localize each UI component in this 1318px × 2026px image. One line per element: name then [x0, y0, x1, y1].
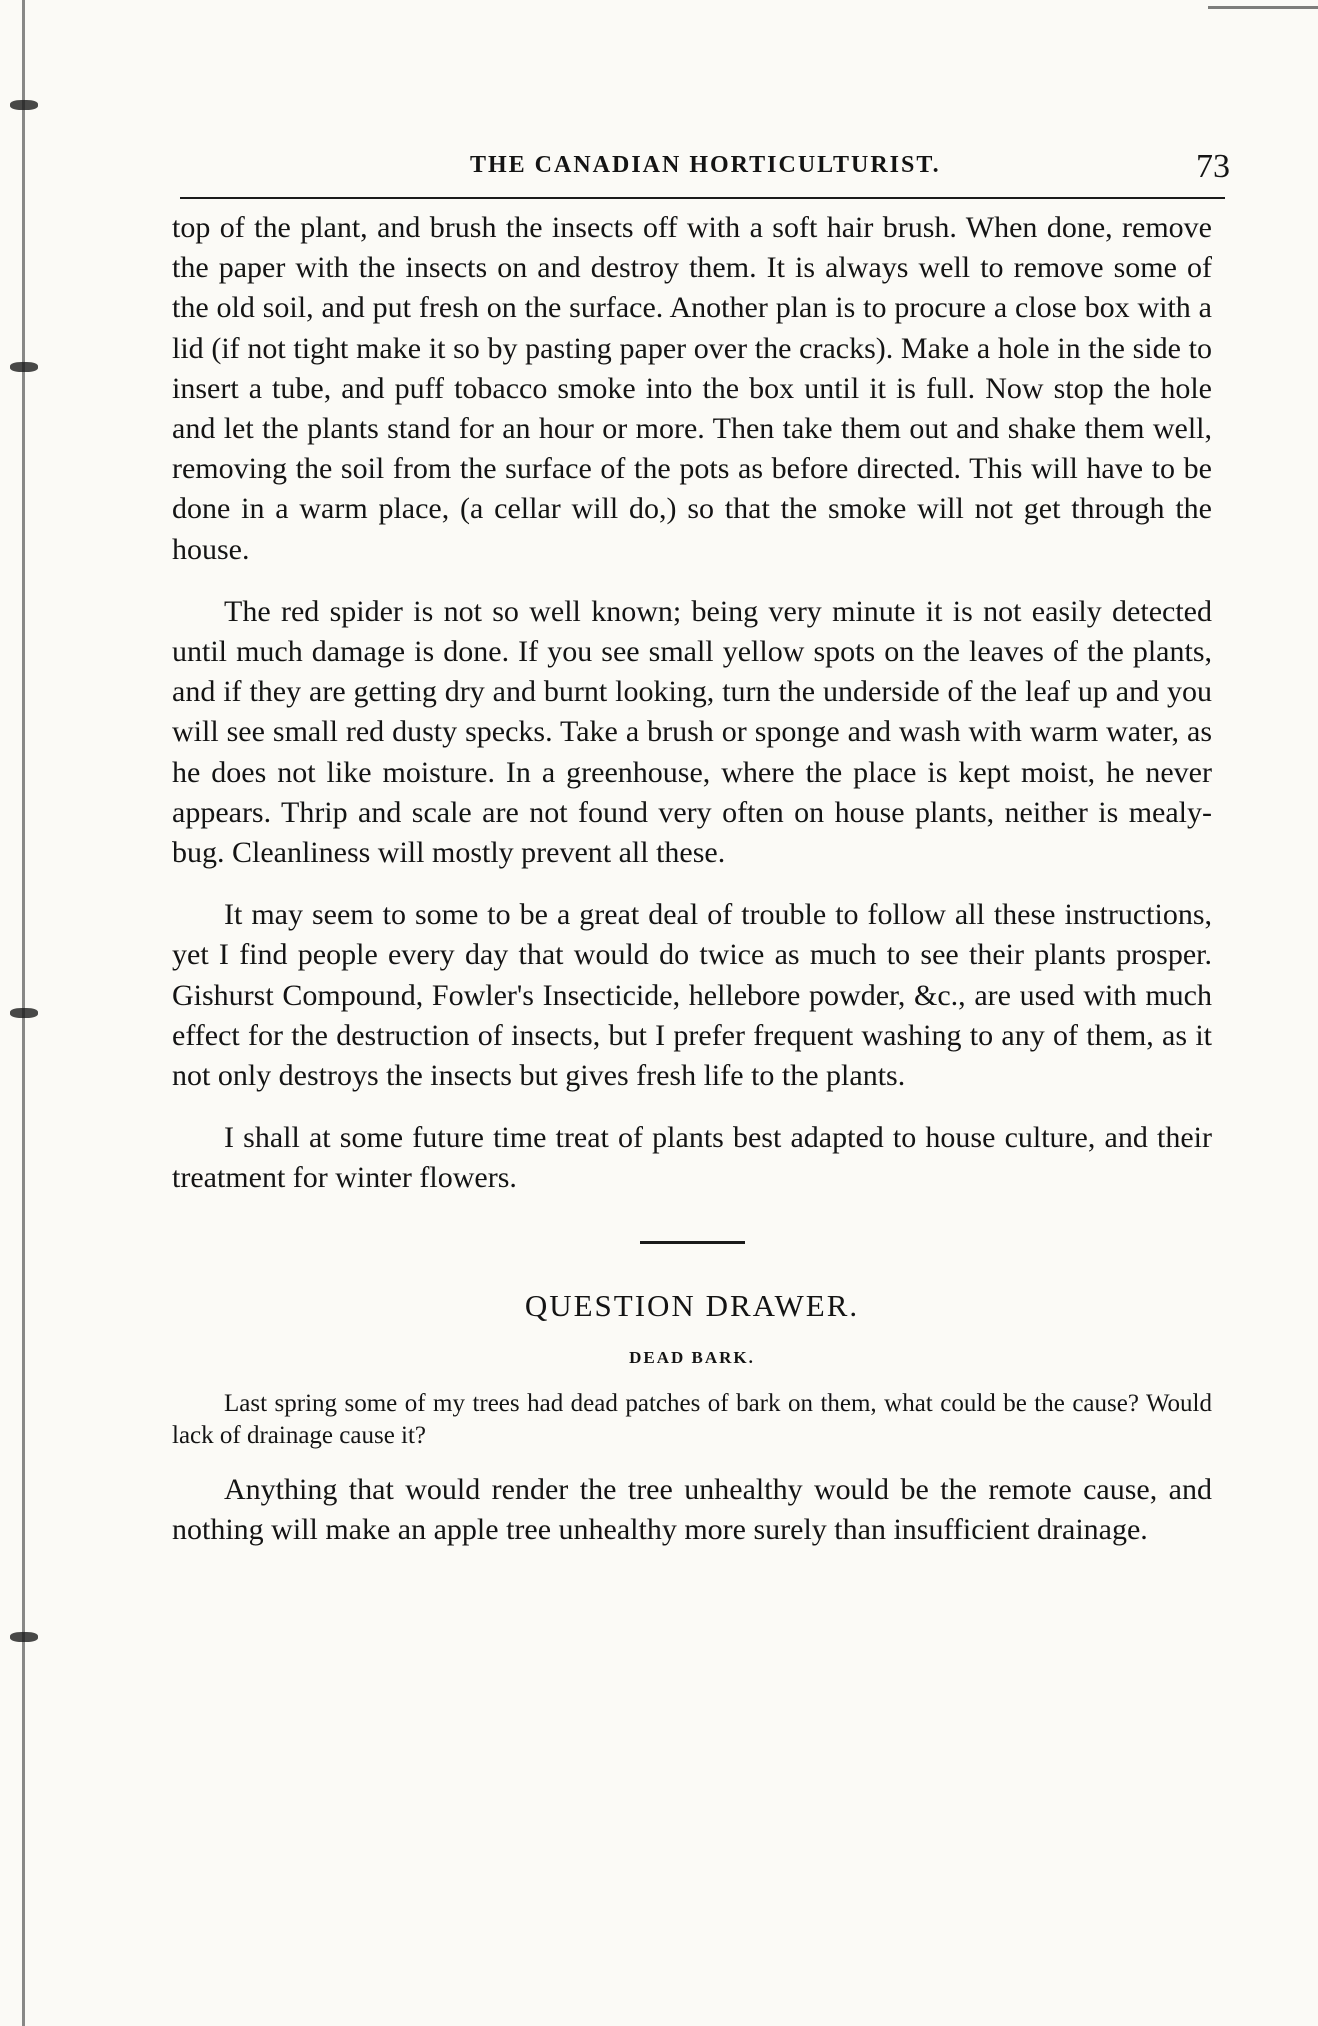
page-header — [180, 148, 1230, 198]
binding-mark — [10, 1632, 38, 1642]
section-divider — [640, 1241, 745, 1244]
section-title: QUESTION DRAWER. — [524, 1287, 860, 1323]
running-head: THE CANADIAN HORTICULTURIST. — [470, 152, 941, 178]
header-rule — [180, 197, 1225, 199]
question-text: Last spring some of my trees had dead patches of bark on them, what could be the cause? Would lack of drainage cause it? — [172, 1389, 1212, 1449]
binding-mark — [10, 1008, 38, 1018]
binding-mark — [10, 100, 38, 110]
paragraph-red-spider: The red spider is not so well known; being very minute it is not easily detected until much damage is done. If you see small yellow spots on the leaves of the plants, and if they are getting dry and burnt looking, turn the underside of the leaf up and you will see small red dusty specks. Take a brush or sponge and wash with warm water, as he does not like moisture. In a greenhouse, where the place is kept moist, he never appears. Thrip and scale are not found very often on house plants, neither is mealy-bug. Cleanliness will mostly prevent all these. — [172, 594, 1212, 870]
scan-top-rule — [1208, 6, 1318, 9]
page-number: 73 — [1196, 148, 1230, 185]
binding-mark — [10, 362, 38, 372]
question-subheading: DEAD BARK. — [629, 1347, 755, 1367]
paragraph-continued: top of the plant, and brush the insects off with a soft hair brush. When done, remove the paper with the insects on and destroy them. It is always well to remove some of the old soil, and put fresh on the surface. Another plan is to procure a close box with a lid (if not tight make it so by pasting paper over the cracks). Make a hole in the side to insert a tube, and puff tobacco smoke into the box until it is full. Now stop the hole and let the plants stand for an hour or more. Then take them out and shake them well, removing the soil from the surface of the pots as before directed. This will have to be done in a warm place, (a cellar will do,) so that the smoke will not get through the house. — [172, 211, 1212, 566]
paragraph-instructions: It may seem to some to be a great deal of trouble to follow all these instructions, yet I find people every day that would do twice as much to see their plants prosper. Gishurst Compound, Fowler's Insecticide, hellebore powder, &c., are used with much effect for the destruction of insects, but I prefer frequent washing to any of them, as it not only destroys the insects but gives fresh life to the plants. — [172, 898, 1212, 1093]
answer-text: Anything that would render the tree unhealthy would be the remote cause, and nothing will make an apple tree unhealthy more surely than insufficient drainage. — [172, 1472, 1212, 1546]
paragraph-future-treatment: I shall at some future time treat of plants best adapted to house culture, and their treatment for winter flowers. — [172, 1121, 1212, 1195]
article-body — [172, 208, 1212, 1572]
